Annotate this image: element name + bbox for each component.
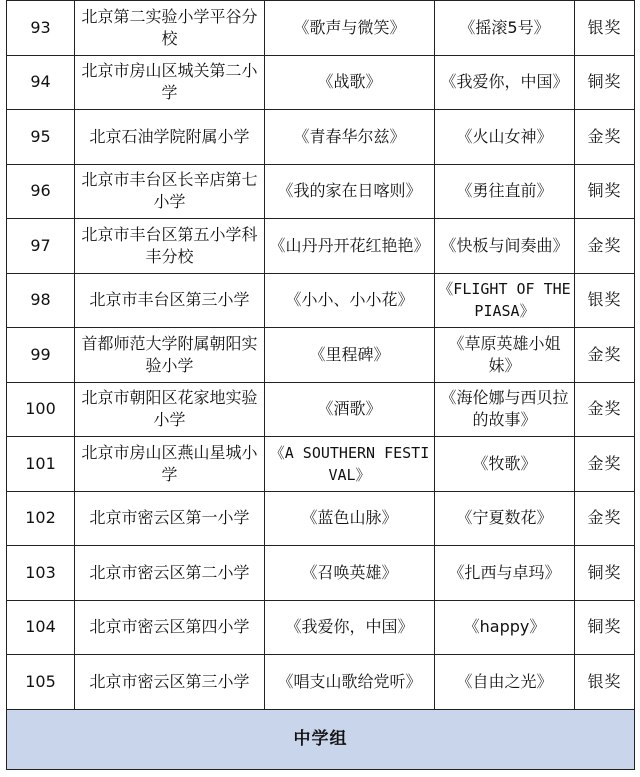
award-level: 银奖	[575, 1, 635, 56]
table-row	[7, 1, 635, 56]
table-row	[7, 655, 635, 710]
school-name: 北京市丰台区第三小学	[75, 273, 265, 328]
school-name: 北京第二实验小学平谷分校	[75, 1, 265, 56]
row-number: 103	[7, 546, 75, 601]
table-row	[7, 219, 635, 274]
row-number: 93	[7, 1, 75, 56]
school-name: 首都师范大学附属朝阳实验小学	[75, 328, 265, 383]
song-one: 《战歌》	[265, 55, 435, 110]
song-one: 《我的家在日喀则》	[265, 164, 435, 219]
row-number: 102	[7, 491, 75, 546]
row-number: 94	[7, 55, 75, 110]
school-name: 北京市朝阳区花家地实验小学	[75, 382, 265, 437]
award-level: 金奖	[575, 382, 635, 437]
song-two: 《快板与间奏曲》	[435, 219, 575, 274]
award-level: 铜奖	[575, 546, 635, 601]
song-one: 《A SOUTHERN FESTIVAL》	[265, 437, 435, 492]
song-two: 《摇滚5号》	[435, 1, 575, 56]
song-one: 《小小、小小花》	[265, 273, 435, 328]
award-level: 铜奖	[575, 55, 635, 110]
award-level: 铜奖	[575, 164, 635, 219]
song-two: 《火山女神》	[435, 110, 575, 165]
song-one: 《我爱你，中国》	[265, 600, 435, 655]
row-number: 96	[7, 164, 75, 219]
school-name: 北京市密云区第四小学	[75, 600, 265, 655]
song-one: 《山丹丹开花红艳艳》	[265, 219, 435, 274]
table-row	[7, 546, 635, 601]
award-level: 金奖	[575, 437, 635, 492]
row-number: 104	[7, 600, 75, 655]
school-name: 北京市房山区燕山星城小学	[75, 437, 265, 492]
row-number: 98	[7, 273, 75, 328]
song-one: 《里程碑》	[265, 328, 435, 383]
school-name: 北京市丰台区第五小学科丰分校	[75, 219, 265, 274]
award-level: 银奖	[575, 655, 635, 710]
school-name: 北京市房山区城关第二小学	[75, 55, 265, 110]
table-row	[7, 600, 635, 655]
award-level: 金奖	[575, 219, 635, 274]
school-name: 北京市密云区第一小学	[75, 491, 265, 546]
song-one: 《歌声与微笑》	[265, 1, 435, 56]
school-name: 北京市密云区第三小学	[75, 655, 265, 710]
row-number: 105	[7, 655, 75, 710]
song-one: 《蓝色山脉》	[265, 491, 435, 546]
song-two: 《FLIGHT OF THE PIASA》	[435, 273, 575, 328]
award-level: 金奖	[575, 491, 635, 546]
song-two: 《happy》	[435, 600, 575, 655]
song-two: 《海伦娜与西贝拉的故事》	[435, 382, 575, 437]
song-one: 《青春华尔兹》	[265, 110, 435, 165]
row-number: 99	[7, 328, 75, 383]
song-one: 《召唤英雄》	[265, 546, 435, 601]
song-two: 《牧歌》	[435, 437, 575, 492]
results-table	[6, 0, 635, 770]
table-row	[7, 273, 635, 328]
song-two: 《自由之光》	[435, 655, 575, 710]
table-row	[7, 491, 635, 546]
table-row	[7, 164, 635, 219]
row-number: 97	[7, 219, 75, 274]
song-two: 《我爱你，中国》	[435, 55, 575, 110]
award-level: 铜奖	[575, 600, 635, 655]
row-number: 101	[7, 437, 75, 492]
table-row	[7, 382, 635, 437]
song-two: 《草原英雄小姐妹》	[435, 328, 575, 383]
song-one: 《唱支山歌给党听》	[265, 655, 435, 710]
section-header-row	[7, 709, 635, 769]
award-level: 金奖	[575, 328, 635, 383]
award-level: 金奖	[575, 110, 635, 165]
row-number: 100	[7, 382, 75, 437]
row-number: 95	[7, 110, 75, 165]
song-two: 《宁夏数花》	[435, 491, 575, 546]
song-one: 《酒歌》	[265, 382, 435, 437]
school-name: 北京市丰台区长辛店第七小学	[75, 164, 265, 219]
table-row	[7, 328, 635, 383]
school-name: 北京石油学院附属小学	[75, 110, 265, 165]
table-row	[7, 55, 635, 110]
award-level: 银奖	[575, 273, 635, 328]
table-row	[7, 437, 635, 492]
school-name: 北京市密云区第二小学	[75, 546, 265, 601]
song-two: 《扎西与卓玛》	[435, 546, 575, 601]
song-two: 《勇往直前》	[435, 164, 575, 219]
section-title: 中学组	[7, 709, 635, 769]
table-row	[7, 110, 635, 165]
